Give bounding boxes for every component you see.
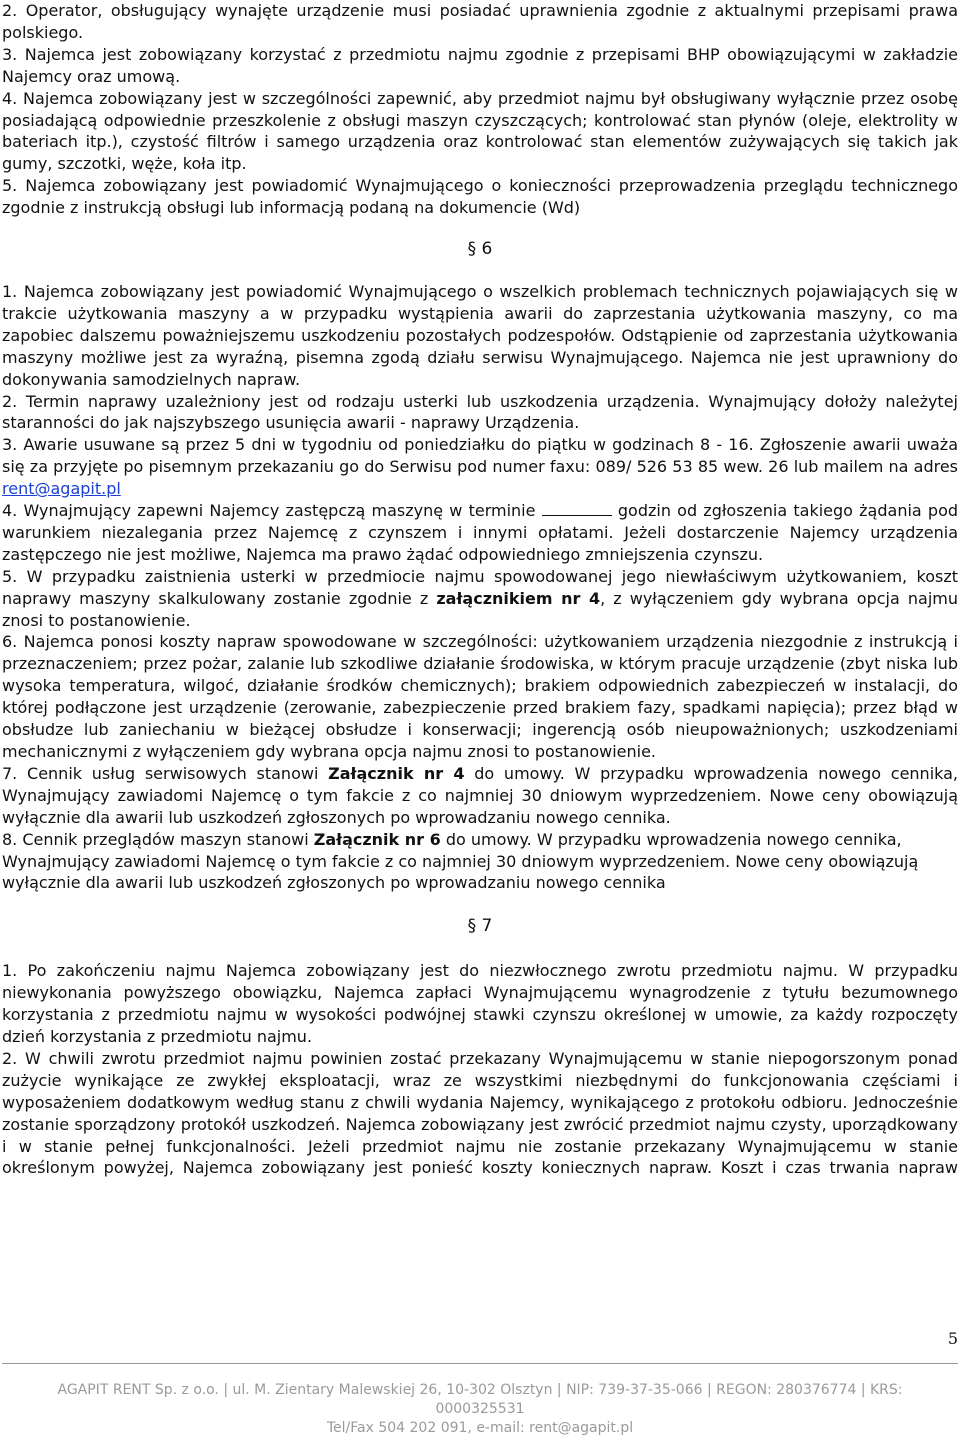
page-footer [0, 1381, 960, 1438]
section6-paragraph-3-text: 3. Awarie usuwane są przez 5 dni w tygodniu od poniedziałku do piątku w godzinach 8 - 16. Zgłoszenie awarii uważa się za przyjęte po pisemnym przekazaniu go do Serwisu pod numer faxu: 089/ 526 53 85 wew. 26 lub mailem na adres [2, 435, 958, 477]
footer-company-line: AGAPIT RENT Sp. z o.o. | ul. M. Zientary Malewskiej 26, 10-302 Olsztyn | NIP: 739-37-35-066 | REGON: 280376774 | KRS: [57, 1382, 903, 1398]
section-heading-6: § 6 [467, 239, 493, 260]
footer-contact-line: Tel/Fax 504 202 091, e-mail: rent@agapit.pl [326, 1420, 634, 1436]
section7-paragraph-1: 1. Po zakończeniu najmu Najemca zobowiązany jest do niezwłocznego zwrotu przedmiotu najmu. W przypadku niewykonania powyższego obowiązku, Najemca zapłaci Wynajmującemu wynagrodzenie z tytułu bezumownego korzystania z przedmiotu najmu w wysokości podwójnej stawki czynszu określonej w umowie, za każdy rozpoczęty dzień korzystania z przedmiotu najmu. [2, 961, 958, 1046]
section6-paragraph-4 [2, 500, 958, 566]
section6-paragraph-8-start: 8. Cennik przeglądów maszyn stanowi [2, 829, 314, 849]
paragraph-4: 4. Najemca zobowiązany jest w szczególności zapewnić, aby przedmiot najmu był obsługiwany wyłącznie przez osobę posiadającą odpowiednie przeszkolenie z obsługi maszyn czyszczących; kontrolować stan płynów (oleje, elektrolity w bateriach itp.), czystość filtrów i samego urządzenia oraz kontrolować stan elementów zużywających się takich jak gumy, szczotki, węże, koła itp. [2, 88, 958, 174]
section6-paragraph-4-end: godzin od zgłoszenia takiego żądania pod warunkiem niezalegania przez Najemcę z czynszem i innymi opłatami. Jeżeli dostarczenie Najemcy urządzenia zastępczego nie jest możliwe, Najemca ma prawo żądać odpowiedniego zmniejszenia czynszu. [2, 501, 959, 564]
section6-paragraph-3 [2, 434, 958, 500]
section6-paragraph-5-start: 5. W przypadku zaistnienia usterki w przedmiocie najmu spowodowanej jego niewłaściwym użytkowaniem, koszt naprawy maszyny skalkulowany zostanie zgodnie z [2, 566, 958, 608]
document-body [2, 0, 958, 1179]
footer-divider [2, 1363, 958, 1364]
paragraph-5: 5. Najemca zobowiązany jest powiadomić Wynajmującego o konieczności przeprowadzenia przeglądu technicznego zgodnie z instrukcją obsługi lub informacją podaną na dokumencie (Wd) [2, 176, 958, 218]
section6-paragraph-7-end: do umowy. W przypadku wprowadzenia nowego cennika, Wynajmujący zawiadomi Najemcę o tym fakcie z co najmniej 30 dniowym wyprzedzeniem. Nowe ceny obowiązują wyłącznie dla awarii lub uszkodzeń zgłoszonych po wprowadzaniu nowego cennika. [2, 763, 959, 827]
attachment-reference-bold: załącznikiem nr 4 [436, 588, 601, 608]
section6-paragraph-7-start: 7. Cennik usług serwisowych stanowi [2, 763, 329, 783]
section6-paragraph-1: 1. Najemca zobowiązany jest powiadomić Wynajmującego o wszelkich problemach technicznych pojawiających się w trakcie użytkowania maszyny a w przypadku wystąpienia awarii do zaprzestania użytkowania maszyny, co ma zapobiec dalszemu poważniejszemu uszkodzeniu pozostałych podzespołów. Odstąpienie od zaprzestania użytkowania maszyny możliwe jest za wyraźną, pisemna zgodą działu serwisu Wynajmującego. Najemca nie jest uprawniony do dokonywania samodzielnych napraw. [2, 281, 958, 389]
attachment-reference-bold: Załącznik nr 6 [313, 829, 441, 849]
attachment-reference-bold: Załącznik nr 4 [328, 763, 465, 783]
section6-paragraph-8-end: do umowy. W przypadku wprowadzenia nowego cennika, Wynajmujący zawiadomi Najemcę o tym fakcie z co najmniej 30 dniowym wyprzedzeniem. Nowe ceny obowiązują wyłącznie dla awarii lub uszkodzeń zgłoszonych po wprowadzaniu nowego cennika [2, 829, 919, 893]
paragraph-2: 2. Operator, obsługujący wynajęte urządzenie musi posiadać uprawnienia zgodnie z aktualnymi przepisami prawa polskiego. [2, 1, 958, 42]
section6-paragraph-5 [2, 566, 958, 632]
section7-paragraph-2: 2. W chwili zwrotu przedmiot najmu powinien zostać przekazany Wynajmującemu w stanie niepogorszonym ponad zużycie wynikające ze zwykłej eksploatacji, wraz ze wszystkimi niezbędnymi do funkcjonowania częściami i wyposażeniem dodatkowym według stanu z chwili wydania Najemcy, wynikającego z protokołu odbioru. Jednocześnie zostanie sporządzony protokół uszkodzeń. Najemca zobowiązany jest zwrócić przedmiot najmu czysty, uporządkowany i w stanie pełnej funkcjonalności. Jeżeli przedmiot najmu nie zostanie przekazany Wynajmującemu w stanie określonym powyżej, Najemca zobowiązany jest ponieść koszty koniecznych napraw. Koszt i czas trwania napraw [2, 1048, 958, 1178]
email-link[interactable]: rent@agapit.pl [2, 479, 121, 499]
section6-paragraph-5-end: , z wyłączeniem gdy wybrana opcja najmu znosi to postanowienie. [2, 588, 959, 630]
paragraph-3: 3. Najemca jest zobowiązany korzystać z przedmiotu najmu zgodnie z przepisami BHP obowiązującymi w zakładzie Najemcy oraz umową. [2, 44, 958, 86]
blank-fill-line [542, 501, 612, 516]
section6-paragraph-4-start: 4. Wynajmujący zapewni Najemcy zastępczą maszynę w terminie [2, 501, 542, 521]
footer-krs-line: 0000325531 [435, 1401, 525, 1417]
section6-paragraph-8 [2, 829, 958, 895]
section6-paragraph-7 [2, 763, 958, 829]
section6-paragraph-6: 6. Najemca ponosi koszty napraw spowodowane w szczególności: użytkowaniem urządzenia niezgodnie z instrukcją i przeznaczeniem; przez pożar, zalanie lub szkodliwe działanie środowiska, w którym pracuje urządzenie (zbyt niska lub wysoka temperatura, wilgoć, działanie środków chemicznych); brakiem odpowiednich zabezpieczeń w instalacji, do której podłączone jest urządzenie (zerowanie, zabezpieczenie przed brakiem fazy, spadkami napięcia); przez błąd w obsłudze lub zaniechaniu w bieżącej obsłudze i konserwacji; ingerencją osób nieupoważnionych; uszkodzeniami mechanicznymi z wyłączeniem gdy wybrana opcja najmu znosi to postanowienie. [2, 632, 958, 761]
section6-paragraph-2: 2. Termin naprawy uzależniony jest od rodzaju usterki lub uszkodzenia urządzenia. Wynajmujący dołoży należytej staranności do jak najszybszego usunięcia awarii - naprawy Urządzenia. [2, 391, 958, 433]
page-number: 5 [947, 1329, 958, 1348]
section-heading-7: § 7 [467, 916, 493, 937]
